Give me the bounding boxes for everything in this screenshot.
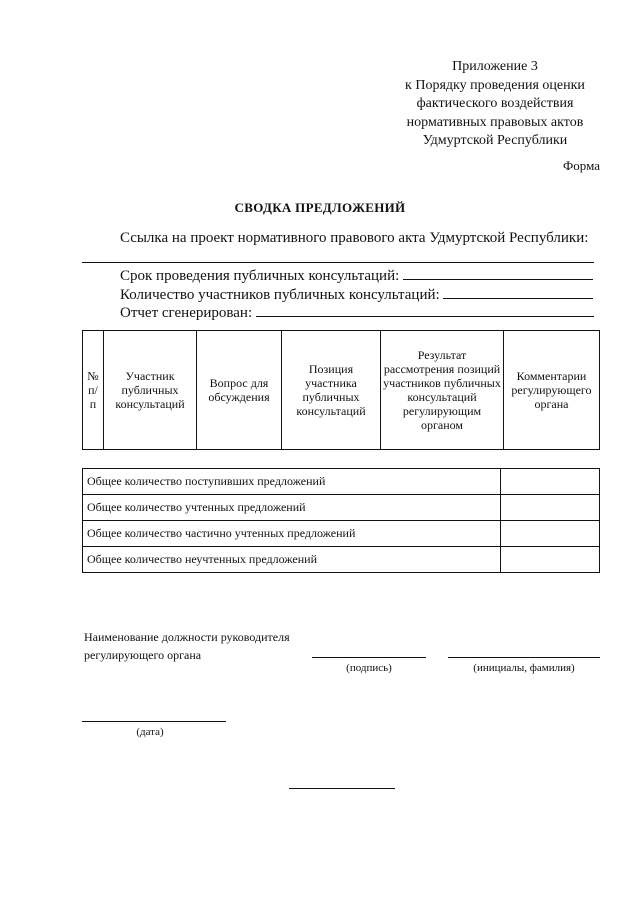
summary-row-label: Общее количество учтенных предложений — [83, 495, 501, 521]
table-row — [83, 521, 600, 547]
table-row — [83, 469, 600, 495]
proposals-table — [82, 330, 600, 450]
header-cell-result: Результат рассмотрения позиций участников публичных консультаций регулирующим органом — [381, 331, 504, 450]
appendix-line: Приложение 3 — [452, 59, 538, 74]
header-cell-position: Позиция участника публичных консультаций — [282, 331, 381, 450]
date-caption: (дата) — [136, 726, 164, 738]
field-report-label: Отчет сгенерирован: — [120, 305, 253, 321]
summary-row-value — [501, 495, 600, 521]
closing-separator — [289, 788, 395, 789]
document-title: СВОДКА ПРЕДЛОЖЕНИЙ — [234, 200, 406, 215]
field-term-line — [403, 265, 593, 280]
summary-row-value — [501, 547, 600, 573]
initials-caption: (инициалы, фамилия) — [473, 662, 575, 674]
table-row — [83, 495, 600, 521]
summary-table — [82, 468, 600, 573]
signatory-position — [84, 628, 290, 664]
field-link-label: Ссылка на проект нормативного правового акта Удмуртской Республики: — [120, 230, 589, 246]
summary-row-label: Общее количество поступивших предложений — [83, 469, 501, 495]
field-term-label: Срок проведения публичных консультаций: — [120, 268, 400, 284]
header-cell-number: № п/п — [83, 331, 104, 450]
table-header-row — [83, 331, 600, 450]
field-term — [120, 265, 593, 285]
appendix-line: фактического воздействия — [416, 96, 574, 111]
field-report-line — [256, 302, 594, 317]
field-participants-label: Количество участников публичных консультаций: — [120, 287, 440, 303]
summary-row-label: Общее количество неучтенных предложений — [83, 547, 501, 573]
signatory-position-line: Наименование должности руководителя — [84, 630, 290, 644]
table-row — [83, 547, 600, 573]
signatory-position-line: регулирующего органа — [84, 648, 202, 662]
appendix-line: нормативных правовых актов — [406, 114, 584, 130]
field-participants — [120, 284, 593, 304]
appendix-line: к Порядку проведения оценки — [405, 77, 585, 93]
header-cell-question: Вопрос для обсуждения — [197, 331, 282, 450]
field-report — [120, 302, 594, 322]
summary-row-value — [501, 469, 600, 495]
date-line — [82, 721, 226, 722]
appendix-reference — [380, 58, 610, 151]
signature-caption: (подпись) — [346, 662, 392, 674]
field-participants-line — [443, 284, 593, 299]
header-cell-participant: Участник публичных консультаций — [104, 331, 197, 450]
appendix-line: Удмуртской Республики — [422, 133, 568, 148]
form-label: Форма — [563, 158, 600, 173]
summary-row-label: Общее количество частично учтенных предложений — [83, 521, 501, 547]
initials-line — [448, 657, 600, 658]
summary-row-value — [501, 521, 600, 547]
field-link-line — [82, 262, 594, 263]
header-cell-comments: Комментарии регулирующего органа — [504, 331, 600, 450]
signature-line — [312, 657, 426, 658]
